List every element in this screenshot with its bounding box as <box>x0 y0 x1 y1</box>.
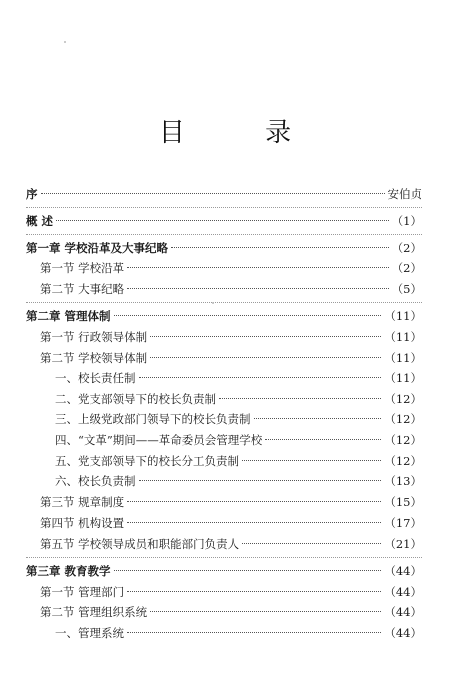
toc-entry-label: 五、党支部领导下的校长分工负责制 <box>55 454 239 468</box>
toc-entry[interactable] <box>55 430 422 450</box>
toc-entry-label: 第二节 大事纪略 <box>40 282 125 296</box>
toc-entry[interactable] <box>40 602 422 622</box>
dot-leader <box>114 570 382 571</box>
toc-entry[interactable] <box>40 258 422 278</box>
toc-entry-label: 二、党支部领导下的校长负责制 <box>55 392 216 406</box>
dot-leader <box>41 193 385 194</box>
toc-entry-label: 第一章 学校沿革及大事纪略 <box>26 241 169 255</box>
dot-leader <box>150 357 381 358</box>
toc-entry-label: 第一节 行政领导体制 <box>40 330 148 344</box>
dot-leader <box>139 377 382 378</box>
toc-entry-page: （15） <box>384 495 422 509</box>
toc-entry[interactable] <box>26 561 422 581</box>
toc-entry-label: 第一节 管理部门 <box>40 585 125 599</box>
toc-entry-page: （11） <box>384 351 422 365</box>
scan-speck <box>64 41 66 43</box>
dot-leader <box>127 267 389 268</box>
toc-entry[interactable] <box>26 184 422 204</box>
toc-entry-page: （17） <box>384 516 422 530</box>
toc-entry-label: 一、校长责任制 <box>55 371 136 385</box>
toc-entry[interactable] <box>26 211 422 231</box>
dot-leader <box>127 501 381 502</box>
toc-entry-page: （1） <box>391 214 422 228</box>
toc-entry-page: （21） <box>384 537 422 551</box>
toc-entry-page: （44） <box>384 564 422 578</box>
toc-entry[interactable] <box>40 279 422 299</box>
dot-leader <box>219 398 381 399</box>
toc-entry[interactable] <box>55 409 422 429</box>
dot-leader <box>150 611 381 612</box>
dot-leader <box>242 543 381 544</box>
toc-entry-page: （11） <box>384 371 422 385</box>
toc-entry[interactable] <box>40 513 422 533</box>
toc-entry[interactable] <box>55 451 422 471</box>
toc-entry-label: 第一节 学校沿革 <box>40 261 125 275</box>
toc-entry-label: 第二章 管理体制 <box>26 309 111 323</box>
toc-entry-page: （12） <box>384 392 422 406</box>
dot-leader <box>127 632 381 633</box>
dot-leader <box>139 480 382 481</box>
toc-entry-page: （11） <box>384 330 422 344</box>
page-title: 目 录 <box>158 118 328 148</box>
toc-entry[interactable] <box>40 582 422 602</box>
toc-entry[interactable] <box>55 623 422 643</box>
toc-entry-page: （2） <box>391 261 422 275</box>
toc-entry-page: （44） <box>384 626 422 640</box>
toc-entry-page: （2） <box>391 241 422 255</box>
toc-entry[interactable] <box>55 471 422 491</box>
toc-entry-label: 第二节 管理组织系统 <box>40 605 148 619</box>
dot-leader <box>171 247 389 248</box>
dot-leader <box>150 336 381 337</box>
dot-leader <box>242 460 381 461</box>
toc-entry-page: （12） <box>384 454 422 468</box>
separator <box>26 207 422 208</box>
toc-entry-label: 第三章 教育教学 <box>26 564 111 578</box>
dot-leader <box>114 315 382 316</box>
toc-entry-page: （11） <box>384 309 422 323</box>
toc-entry-label: 概 述 <box>26 214 54 228</box>
toc-entry-label: 第四节 机构设置 <box>40 516 125 530</box>
toc-entry[interactable] <box>26 306 422 326</box>
toc-entry[interactable] <box>55 368 422 388</box>
toc-entry[interactable] <box>55 389 422 409</box>
separator <box>26 302 422 303</box>
toc-entry-label: 序 <box>26 187 38 201</box>
toc-entry[interactable] <box>26 238 422 258</box>
toc-entry[interactable] <box>40 348 422 368</box>
toc-entry-label: 第五节 学校领导成员和职能部门负责人 <box>40 537 240 551</box>
dot-leader <box>127 591 381 592</box>
dot-leader <box>254 418 382 419</box>
toc-entry[interactable] <box>40 534 422 554</box>
toc-entry-page: 安伯贞 <box>387 187 422 201</box>
toc-entry-page: （12） <box>384 412 422 426</box>
toc-entry-label: 第三节 规章制度 <box>40 495 125 509</box>
toc-entry-page: （12） <box>384 433 422 447</box>
dot-leader <box>127 522 381 523</box>
toc-entry-label: 一、管理系统 <box>55 626 124 640</box>
toc-entry-label: 四、“文革”期间——革命委员会管理学校 <box>55 433 263 447</box>
toc-entry-page: （44） <box>384 605 422 619</box>
dot-leader <box>127 288 389 289</box>
separator <box>26 234 422 235</box>
dot-leader <box>56 220 389 221</box>
toc-entry[interactable] <box>40 327 422 347</box>
scan-speck <box>212 302 214 304</box>
toc-entry[interactable] <box>40 492 422 512</box>
toc-entry-page: （44） <box>384 585 422 599</box>
toc-entry-page: （13） <box>384 474 422 488</box>
toc-entry-label: 第二节 学校领导体制 <box>40 351 148 365</box>
dot-leader <box>265 439 381 440</box>
toc-entry-label: 三、上级党政部门领导下的校长负责制 <box>55 412 251 426</box>
separator <box>26 557 422 558</box>
toc-entry-page: （5） <box>391 282 422 296</box>
toc-entry-label: 六、校长负责制 <box>55 474 136 488</box>
